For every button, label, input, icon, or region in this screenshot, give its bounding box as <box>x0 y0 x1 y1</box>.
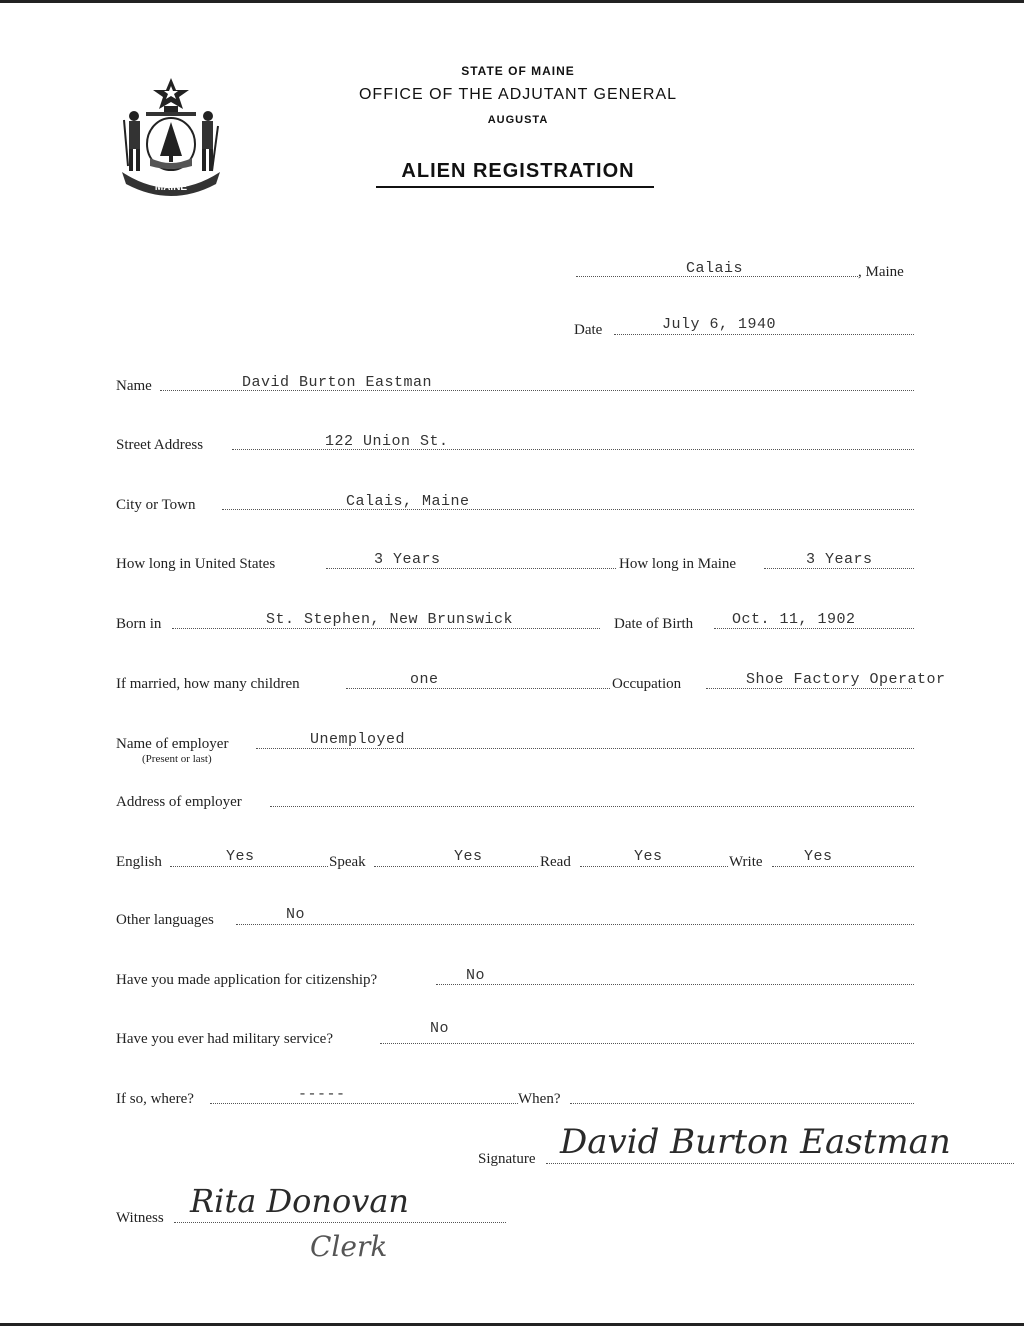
location-town-value[interactable]: Calais <box>686 260 744 277</box>
date-of-birth-value[interactable]: Oct. 11, 1902 <box>732 611 856 628</box>
speak-label: Speak <box>329 854 366 870</box>
how-long-us-dotted-line <box>326 568 616 569</box>
english-dotted-line <box>170 866 328 867</box>
if-so-where-dotted-line <box>210 1103 518 1104</box>
english-label: English <box>116 854 162 870</box>
city-dotted-line <box>222 509 914 510</box>
name-value[interactable]: David Burton Eastman <box>242 374 433 391</box>
occupation-value[interactable]: Shoe Factory Operator <box>746 671 946 688</box>
read-value[interactable]: Yes <box>634 848 663 865</box>
employer-name-label: Name of employer <box>116 736 229 752</box>
when-label: When? <box>518 1091 561 1107</box>
header-office: OFFICE OF THE ADJUTANT GENERAL <box>358 86 678 103</box>
street-address-value[interactable]: 122 Union St. <box>325 433 449 450</box>
when-dotted-line <box>570 1103 914 1104</box>
signature-label: Signature <box>478 1151 536 1167</box>
military-dotted-line <box>380 1043 914 1044</box>
occupation-dotted-line <box>706 688 912 689</box>
speak-value[interactable]: Yes <box>454 848 483 865</box>
military-value[interactable]: No <box>430 1020 450 1037</box>
signature-dotted-line <box>546 1163 1014 1164</box>
seal-text: MAINE <box>154 182 188 193</box>
children-label: If married, how many children <box>116 676 300 692</box>
children-value[interactable]: one <box>410 671 439 688</box>
citizenship-label: Have you made application for citizenship? <box>116 972 378 988</box>
form-title: ALIEN REGISTRATION <box>401 160 635 182</box>
write-dotted-line <box>772 866 914 867</box>
date-dotted-line <box>614 334 914 335</box>
location-state-label: , Maine <box>858 264 904 280</box>
witness-value[interactable]: Rita Donovan <box>190 1182 409 1220</box>
if-so-where-value[interactable]: ----- <box>298 1086 346 1103</box>
citizenship-dotted-line <box>436 984 914 985</box>
employer-name-dotted-line <box>256 748 914 749</box>
witness-title: Clerk <box>310 1230 388 1263</box>
date-of-birth-dotted-line <box>714 628 914 629</box>
write-label: Write <box>729 854 763 870</box>
how-long-us-label: How long in United States <box>116 556 276 572</box>
born-in-value[interactable]: St. Stephen, New Brunswick <box>266 611 514 628</box>
other-languages-label: Other languages <box>116 912 214 928</box>
signature-value[interactable]: David Burton Eastman <box>560 1122 951 1162</box>
english-value[interactable]: Yes <box>226 848 255 865</box>
speak-dotted-line <box>374 866 538 867</box>
witness-dotted-line <box>174 1222 506 1223</box>
how-long-us-value[interactable]: 3 Years <box>374 551 441 568</box>
occupation-label: Occupation <box>612 676 682 692</box>
born-in-label: Born in <box>116 616 162 632</box>
header-city: AUGUSTA <box>487 114 549 126</box>
employer-name-value[interactable]: Unemployed <box>310 731 406 748</box>
employer-address-label: Address of employer <box>116 794 242 810</box>
read-label: Read <box>540 854 571 870</box>
how-long-maine-value[interactable]: 3 Years <box>806 551 873 568</box>
witness-label: Witness <box>116 1210 164 1226</box>
military-label: Have you ever had military service? <box>116 1031 333 1047</box>
employer-name-sublabel: (Present or last) <box>142 753 212 765</box>
header-state: STATE OF MAINE <box>461 64 575 78</box>
employer-address-dotted-line <box>270 806 914 807</box>
title-underline <box>376 186 654 188</box>
children-dotted-line <box>346 688 610 689</box>
date-of-birth-label: Date of Birth <box>614 616 694 632</box>
other-languages-value[interactable]: No <box>286 906 306 923</box>
read-dotted-line <box>580 866 728 867</box>
if-so-where-label: If so, where? <box>116 1091 194 1107</box>
born-in-dotted-line <box>172 628 600 629</box>
how-long-maine-dotted-line <box>764 568 914 569</box>
street-address-label: Street Address <box>116 437 204 453</box>
how-long-maine-label: How long in Maine <box>619 556 737 572</box>
scan-edge-top <box>0 0 1024 3</box>
citizenship-value[interactable]: No <box>466 967 486 984</box>
write-value[interactable]: Yes <box>804 848 833 865</box>
date-value[interactable]: July 6, 1940 <box>662 316 777 333</box>
date-label: Date <box>574 322 603 338</box>
city-label: City or Town <box>116 497 196 513</box>
city-value[interactable]: Calais, Maine <box>346 493 470 510</box>
name-label: Name <box>116 378 152 394</box>
other-languages-dotted-line <box>236 924 914 925</box>
